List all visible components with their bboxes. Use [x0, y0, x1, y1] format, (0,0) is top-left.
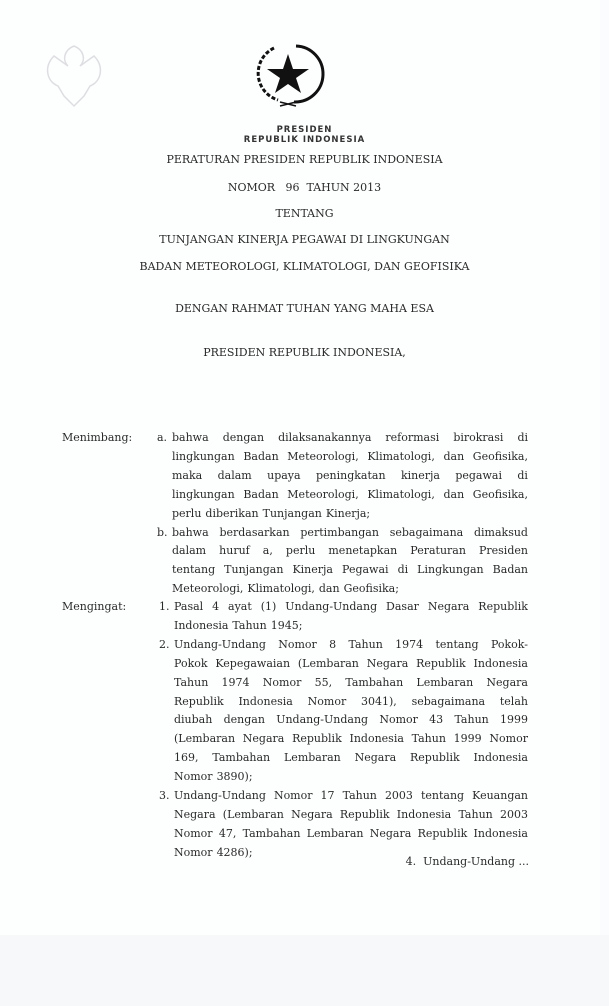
word: tentang [435, 637, 479, 651]
word: (Lembaran [222, 807, 284, 821]
word: Peraturan [410, 544, 466, 558]
regulation-title: PERATURAN PRESIDEN REPUBLIK INDONESIA [166, 153, 443, 166]
word: Lembaran [416, 675, 474, 689]
mengingat-item-line [174, 695, 528, 708]
continuation-note: 4. Undang-Undang ... [405, 855, 529, 868]
word: bahwa [172, 525, 209, 539]
word: 1999 [500, 713, 528, 727]
word: peningkatan [315, 468, 386, 482]
mengingat-label: Mengingat: [62, 600, 127, 613]
presidential-seal-icon [248, 40, 328, 108]
word: pegawai [455, 468, 502, 482]
word: berdasarkan [219, 525, 290, 539]
word: Negara [174, 807, 216, 821]
word: tentang [420, 789, 465, 802]
word: Klimatologi, [247, 582, 315, 596]
menimbang-item-line [172, 469, 528, 482]
subject-line-2: BADAN METEOROLOGI, KLIMATOLOGI, DAN GEOFISIKA [139, 260, 470, 273]
word: 1974 [221, 675, 250, 689]
word: Republik [478, 600, 528, 613]
menimbang-item-line [172, 431, 528, 444]
word: 3041), [361, 694, 397, 708]
mengingat-item-line [174, 713, 528, 726]
mengingat-item-line [174, 827, 528, 840]
word: Tambahan [242, 826, 301, 840]
word: Negara [366, 656, 409, 670]
menimbang-label: Menimbang: [62, 431, 133, 444]
word: reformasi [385, 431, 440, 444]
word: Pokok- [490, 637, 528, 651]
mengingat-item-line [174, 638, 528, 651]
word: dimaksud [473, 525, 528, 539]
page-margin [0, 935, 609, 1006]
word: sebagaimana [411, 694, 486, 708]
word: Republik [174, 694, 224, 708]
word: 3890); [216, 770, 253, 784]
word: Pegawai [342, 563, 389, 577]
word: dan [443, 449, 465, 463]
word: Meteorologi, [172, 582, 244, 596]
word: Tahun [411, 732, 446, 746]
word: Meteorologi, [287, 449, 359, 463]
word: maka [172, 468, 203, 482]
word: di [397, 563, 409, 577]
mengingat-item-line [174, 619, 528, 632]
word: Badan [243, 449, 279, 463]
word: Indonesia [473, 656, 528, 670]
word: 17 [320, 789, 335, 802]
word: Tahun [348, 637, 383, 651]
word: dan [318, 582, 340, 596]
word: birokrasi [453, 431, 504, 444]
word: Negara [427, 600, 470, 613]
about-heading: TENTANG [275, 207, 334, 220]
word: Tambahan [345, 675, 404, 689]
menimbang-item-marker: a. [157, 431, 168, 444]
menimbang-item-line [172, 526, 528, 539]
subject-line-1: TUNJANGAN KINERJA PEGAWAI DI LINGKUNGAN [159, 233, 450, 246]
word: Dasar [386, 600, 419, 613]
word: dengan [223, 713, 265, 727]
word: Negara [242, 732, 285, 746]
mengingat-item-line [174, 732, 528, 745]
menimbang-item-line [172, 488, 528, 501]
menimbang-item-line [172, 507, 528, 520]
word: Tahun [454, 713, 489, 727]
word: dalam [217, 468, 252, 482]
word: 8 [329, 637, 337, 651]
word: (1) [260, 600, 277, 613]
regulation-number: NOMOR 96 TAHUN 2013 [227, 181, 382, 194]
word: dan [443, 487, 465, 501]
word: Indonesia [174, 618, 229, 632]
word: Republik [416, 656, 466, 670]
mengingat-item-line [174, 657, 528, 670]
word: Tunjangan [262, 506, 322, 520]
word: diberikan [205, 506, 259, 520]
word: Negara [354, 751, 397, 765]
word: 55, [314, 675, 333, 689]
word: Indonesia [349, 732, 404, 746]
word: upaya [267, 468, 301, 482]
word: Tunjangan [224, 563, 284, 577]
word: Undang-Undang [276, 713, 369, 727]
word: telah [499, 694, 528, 708]
menimbang-item-line [172, 450, 528, 463]
word: (Lembaran [174, 732, 236, 746]
mengingat-item-line [174, 789, 528, 802]
word: Meteorologi, [287, 487, 359, 501]
word: Nomor [307, 694, 347, 708]
word: Geofisika, [472, 487, 528, 501]
word: dalam [172, 544, 207, 558]
word: Geofisika, [472, 449, 528, 463]
word: 47, [218, 826, 237, 840]
word: menetapkan [328, 544, 398, 558]
word: Tambahan [212, 751, 271, 765]
word: Kinerja [292, 563, 333, 577]
word: Nomor [174, 845, 213, 859]
word: Nomor [174, 826, 213, 840]
word: diubah [174, 713, 213, 727]
word: 2003 [384, 789, 413, 802]
word: 1999 [453, 732, 482, 746]
invocation: DENGAN RAHMAT TUHAN YANG MAHA ESA [175, 302, 434, 315]
word: Tahun [342, 789, 377, 802]
word: 1945; [270, 618, 303, 632]
letterhead-line-2: REPUBLIK INDONESIA [243, 135, 366, 145]
word: 43 [429, 713, 444, 727]
word: Kepegawaian [215, 656, 291, 670]
word: Nomor [489, 732, 528, 746]
menimbang-item-line [172, 544, 528, 557]
garuda-watermark-icon [34, 36, 114, 116]
word: ayat [228, 600, 252, 613]
word: Republik [292, 732, 342, 746]
mengingat-item-line [174, 808, 528, 821]
word: Lembaran [306, 826, 364, 840]
word: Indonesia [473, 751, 528, 765]
word: 4286); [216, 845, 253, 859]
word: (Lembaran [297, 656, 359, 670]
word: Klimatologi, [367, 449, 435, 463]
word: Klimatologi, [367, 487, 435, 501]
word: Tahun [174, 675, 209, 689]
word: Republik [339, 807, 390, 821]
word: perlu [172, 506, 202, 520]
word: Tahun [232, 618, 267, 632]
word: 2003 [499, 807, 528, 821]
word: lingkungan [172, 449, 235, 463]
word: sebagaimana [389, 525, 464, 539]
word: Lembaran [284, 751, 341, 765]
word: Kinerja; [325, 506, 371, 520]
mengingat-item-line [174, 676, 528, 689]
word: Nomor [174, 770, 213, 784]
word: Negara [291, 807, 333, 821]
mengingat-item-line [174, 770, 528, 783]
word: Nomor [278, 637, 317, 651]
word: di [517, 468, 528, 482]
word: Indonesia [396, 807, 452, 821]
word: a, [262, 544, 273, 558]
mengingat-item-marker: 2. [159, 637, 170, 651]
word: Negara [369, 826, 412, 840]
word: Nomor [379, 713, 418, 727]
menimbang-item-line [172, 582, 528, 595]
mengingat-item-marker: 3. [159, 789, 170, 802]
word: 4 [212, 600, 220, 613]
word: Republik [417, 826, 468, 840]
word: Republik [410, 751, 460, 765]
word: Badan [492, 563, 528, 577]
mengingat-item-line [174, 600, 528, 613]
word: Lingkungan [417, 563, 484, 577]
word: Indonesia [473, 826, 528, 840]
president-heading: PRESIDEN REPUBLIK INDONESIA, [203, 346, 406, 359]
word: Nomor [273, 789, 313, 802]
word: Pasal [174, 600, 204, 613]
word: Nomor [262, 675, 302, 689]
word: Undang-Undang [174, 789, 266, 802]
word: Undang-Undang [285, 600, 378, 613]
mengingat-item-line [174, 751, 528, 764]
mengingat-item-marker: 1. [159, 600, 170, 613]
word: perlu [285, 544, 316, 558]
word: Presiden [478, 544, 528, 558]
word: 169, [174, 751, 199, 765]
menimbang-item-marker: b. [157, 525, 168, 539]
word: Badan [243, 487, 279, 501]
word: kinerja [400, 468, 440, 482]
word: Indonesia [238, 694, 293, 708]
word: Keuangan [472, 789, 528, 802]
word: Negara [486, 675, 528, 689]
word: lingkungan [172, 487, 235, 501]
word: Undang-Undang [174, 637, 266, 651]
word: Tahun [458, 807, 493, 821]
word: Geofisika; [343, 582, 399, 596]
letterhead-line-1: PRESIDEN [276, 125, 333, 135]
word: huruf [219, 544, 250, 558]
word: tentang [172, 563, 216, 577]
menimbang-item-line [172, 563, 528, 576]
word: Pokok [174, 656, 208, 670]
word: dilaksanakannya [278, 431, 372, 444]
word: dengan [222, 431, 265, 444]
word: bahwa [172, 431, 209, 444]
word: di [517, 431, 528, 444]
word: 1974 [395, 637, 424, 651]
word: pertimbangan [300, 525, 379, 539]
